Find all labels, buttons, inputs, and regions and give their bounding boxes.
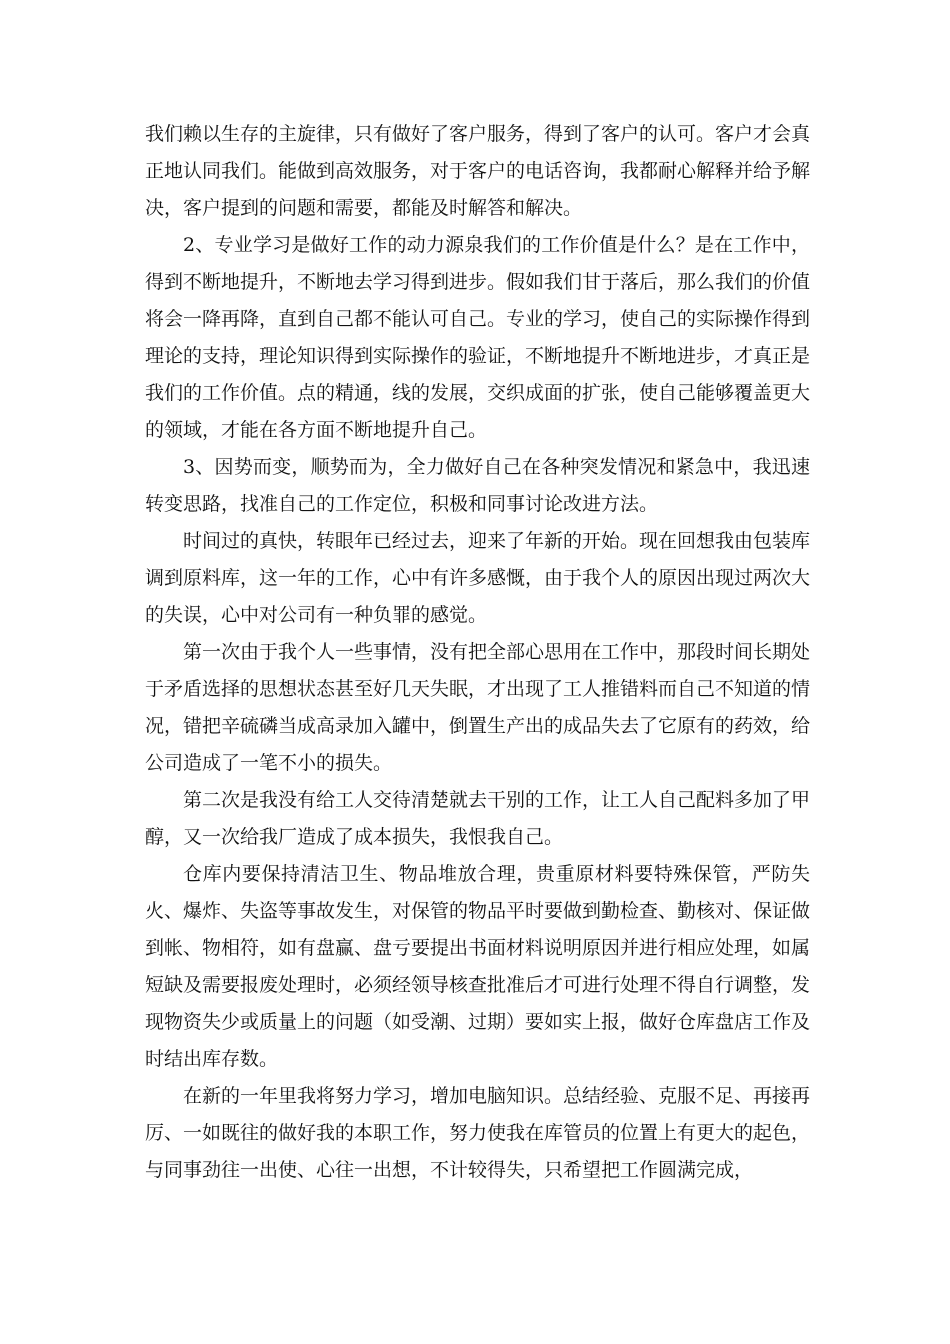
paragraph-professional-learning: 2、专业学习是做好工作的动力源泉我们的工作价值是什么？是在工作中，得到不断地提升，不断地去学习得到进步。假如我们甘于落后，那么我们的价值将会一降再降，直到自己都不能认可自己。专业的学习，使自己的实际操作得到理论的支持，理论知识得到实际操作的验证，不断地提升不断地进步，才真正是我们的工作价值。点的精通，线的发展，交织成面的扩张，使自己能够覆盖更大的领域，才能在各方面不断地提升自己。	[145, 234, 811, 441]
paragraph-second-mistake: 第二次是我没有给工人交待清楚就去干别的工作，让工人自己配料多加了甲醇，又一次给我厂造成了成本损失，我恨我自己。	[145, 789, 811, 848]
paragraph-year-reflection: 时间过的真快，转眼年已经过去，迎来了年新的开始。现在回想我由包装库调到原料库，这一年的工作，心中有许多感慨，由于我个人的原因出现过两次大的失误，心中对公司有一种负罪的感觉。	[145, 530, 811, 626]
paragraph-new-year-plan: 在新的一年里我将努力学习，增加电脑知识。总结经验、克服不足、再接再厉、一如既往的做好我的本职工作，努力使我在库管员的位置上有更大的起色，与同事劲往一出使、心往一出想，不计较得失，只希望把工作圆满完成，	[145, 1085, 811, 1181]
document-body	[145, 116, 810, 1189]
paragraph-warehouse-rules: 仓库内要保持清洁卫生、物品堆放合理，贵重原材料要特殊保管，严防失火、爆炸、失盗等事故发生，对保管的物品平时要做到勤检查、勤核对、保证做到帐、物相符，如有盘赢、盘亏要提出书面材料说明原因并进行相应处理，如属短缺及需要报废处理时，必须经领导核查批准后才可进行处理不得自行调整，发现物资失少或质量上的问题（如受潮、过期）要如实上报，做好仓库盘店工作及时结出库存数。	[145, 863, 811, 1070]
paragraph-first-mistake: 第一次由于我个人一些事情，没有把全部心思用在工作中，那段时间长期处于矛盾选择的思想状态甚至好几天失眠，才出现了工人推错料而自己不知道的情况，错把辛硫磷当成高录加入罐中，倒置生产出的成品失去了它原有的药效，给公司造成了一笔不小的损失。	[145, 641, 811, 774]
paragraph-customer-service: 我们赖以生存的主旋律，只有做好了客户服务，得到了客户的认可。客户才会真正地认同我们。能做到高效服务，对于客户的电话咨询，我都耐心解释并给予解决，客户提到的问题和需要，都能及时解答和解决。	[145, 123, 811, 219]
paragraph-adapt-to-change: 3、因势而变，顺势而为，全力做好自己在各种突发情况和紧急中，我迅速转变思路，找准自己的工作定位，积极和同事讨论改进方法。	[145, 456, 810, 515]
